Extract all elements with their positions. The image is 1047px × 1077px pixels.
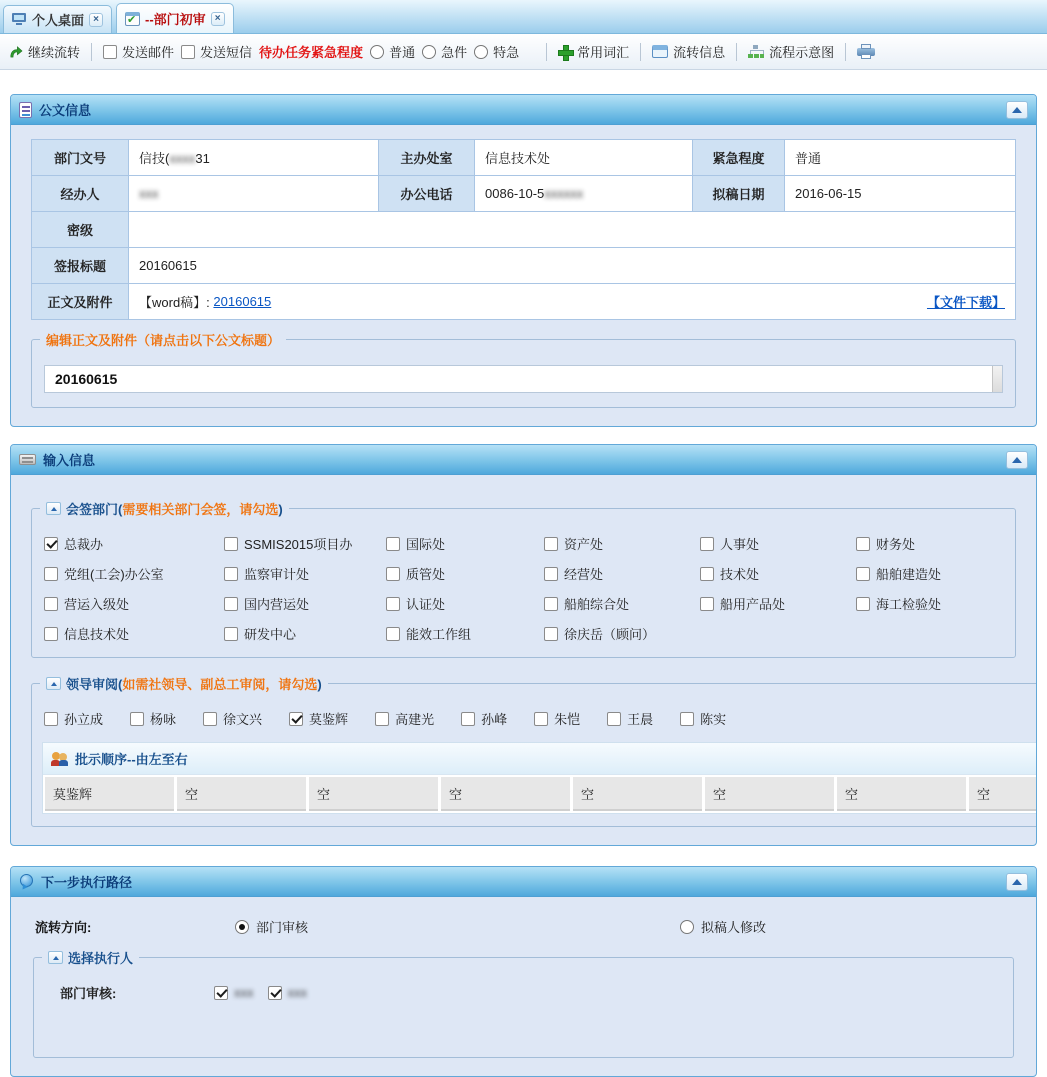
countersign-legend: 会签部门( [66,502,123,517]
send-mail-label: 发送邮件 [122,45,175,60]
dept-checkbox[interactable] [856,567,870,581]
dept-checkbox-grid [40,524,1007,645]
leader-checkbox[interactable] [130,712,144,726]
table-row [32,140,1016,176]
word-draft-link[interactable]: 20160615 [213,294,272,309]
table-row [32,284,1016,320]
desktop-icon [12,13,27,26]
redacted-text: xxxx [169,151,196,166]
dept-checkbox[interactable] [224,627,238,641]
field-label-phone: 办公电话 [379,176,475,212]
send-mail-checkbox[interactable] [103,45,117,59]
field-label-draft-date: 拟稿日期 [693,176,785,212]
flow-info-button[interactable] [652,42,725,61]
dept-option[interactable]: 人事处 [700,534,856,553]
dept-option[interactable]: 营运入级处 [44,594,224,613]
dept-option[interactable]: 国内营运处 [224,594,386,613]
approval-order-title: 批示顺序--由左至右 [75,752,188,767]
print-button[interactable] [857,44,875,59]
urgency-option-normal[interactable] [370,42,415,61]
executor-option[interactable] [268,985,308,1000]
continue-flow-button[interactable] [8,42,80,61]
panel-title: 公文信息 [39,103,92,118]
urgency-option-urgent[interactable] [422,42,467,61]
common-words-button[interactable] [558,42,629,61]
field-value-operator [129,176,379,212]
common-words-label: 常用词汇 [577,45,630,60]
table-row [32,176,1016,212]
table-row [32,248,1016,284]
dept-option[interactable]: 国际处 [386,534,544,553]
urgency-radio-extra-urgent[interactable] [474,45,488,59]
dept-checkbox[interactable] [544,537,558,551]
dept-checkbox[interactable] [700,537,714,551]
edit-body-fieldset [31,330,1016,408]
flow-direction-label: 流转方向: [35,920,92,935]
executor-row [42,973,1005,1028]
order-cell: 空 [705,777,834,811]
field-value-secrecy [129,212,1016,248]
toolbar-divider [845,43,846,61]
flow-direction-row [31,911,1016,938]
executor-checkbox[interactable] [214,986,228,1000]
toolbar [0,34,1047,70]
dept-option[interactable]: 资产处 [544,534,700,553]
tab-label: 个人桌面 [32,13,85,28]
dept-checkbox[interactable] [386,567,400,581]
leader-checkbox[interactable] [44,712,58,726]
urgency-option-extra-urgent[interactable] [474,42,519,61]
toolbar-divider [91,43,92,61]
dept-option[interactable]: 能效工作组 [386,624,544,643]
task-icon: ✔ [125,12,140,26]
select-executor-fieldset [33,948,1014,1058]
field-label-operator: 经办人 [32,176,129,212]
dept-option[interactable]: 经营处 [544,564,700,583]
urgency-radio-urgent[interactable] [422,45,436,59]
leader-option[interactable]: 杨咏 [130,709,176,728]
approval-order-row [43,775,1037,813]
flow-diagram-label: 流程示意图 [769,45,835,60]
dept-checkbox[interactable] [44,597,58,611]
continue-flow-label: 继续流转 [28,45,81,60]
field-label-report-title: 签报标题 [32,248,129,284]
approval-order-header [43,743,1037,775]
field-label-secrecy: 密级 [32,212,129,248]
order-cell: 空 [573,777,702,811]
tab-bar [0,0,1047,34]
executor-option[interactable] [214,985,254,1000]
dept-checkbox[interactable] [44,537,58,551]
toolbar-divider [546,43,547,61]
leader-checkbox[interactable] [289,712,303,726]
close-icon[interactable]: × [211,12,225,26]
redacted-text: xxx [234,985,254,1000]
leader-checkbox[interactable] [203,712,217,726]
panel-title: 输入信息 [43,453,96,468]
countersign-depts-fieldset: 会签部门(需要相关部门会签，请勾选) 总裁办 SSMIS2015项目办 国际处 资产处 人事处 财务处 党组(工会)办公室 监察审计处 质管处 经营处 技术处 船舶建造处 营运入级处 国内营运处 认证处 船舶综合处 船用产品处 海工检验处 信息技术处 研发中心 能效工作组 徐庆岳（顾问） [31,499,1016,658]
panel-title: 下一步执行路径 [41,875,133,890]
dept-checkbox[interactable] [44,627,58,641]
executor-checkbox[interactable] [268,986,282,1000]
next-step-path-header [11,867,1036,897]
dept-option[interactable]: 徐庆岳（顾问） [544,624,700,643]
leader-checkbox[interactable] [607,712,621,726]
leader-option[interactable]: 朱恺 [534,709,580,728]
dept-option[interactable]: 信息技术处 [44,624,224,643]
dept-option[interactable]: 财务处 [856,534,1003,553]
order-cell: 空 [177,777,306,811]
field-value-report-title: 20160615 [129,248,1016,284]
urgency-label: 待办任务紧急程度 [259,45,364,60]
next-step-path-panel [10,866,1037,1077]
dept-option[interactable]: 监察审计处 [224,564,386,583]
leader-option[interactable]: 孙立成 [44,709,103,728]
dept-option[interactable]: 研发中心 [224,624,386,643]
leader-checkbox[interactable] [534,712,548,726]
approval-order-box [42,742,1037,814]
scrollbar[interactable] [992,366,1002,392]
document-info-table [31,139,1016,320]
order-cell: 莫鉴辉 [45,777,174,811]
leader-option[interactable]: 高建光 [375,709,434,728]
order-cell: 空 [969,777,1037,811]
redacted-text: xxx [139,186,159,201]
dept-checkbox[interactable] [544,627,558,641]
field-value-body-attach [129,284,1016,320]
collapse-panel-button[interactable] [1006,451,1028,469]
dept-checkbox[interactable] [224,567,238,581]
leader-option[interactable]: 王晨 [607,709,653,728]
edit-body-legend: 编辑正文及附件（请点击以下公文标题） [46,333,281,348]
toolbar-divider [736,43,737,61]
printer-icon [857,44,875,59]
dept-option[interactable]: 船舶建造处 [856,564,1003,583]
direction-option-dept-review[interactable]: 部门审核 [235,917,680,936]
document-info-header [11,95,1036,125]
dept-option[interactable]: 质管处 [386,564,544,583]
toolbar-divider [640,43,641,61]
collapse-section-button[interactable] [46,502,61,515]
urgency-radio-normal[interactable] [370,45,384,59]
tab-label: --部门初审 [145,12,206,27]
input-info-panel [10,444,1037,846]
leader-checkbox[interactable] [375,712,389,726]
next-step-path-body [11,897,1036,1076]
document-info-body [11,125,1036,426]
document-icon [19,102,32,118]
flow-diagram-button[interactable] [748,42,834,61]
close-icon[interactable]: × [89,13,103,27]
dept-checkbox[interactable] [44,567,58,581]
input-info-header [11,445,1036,475]
flow-info-label: 流转信息 [673,45,726,60]
redacted-text: xxxxxx [544,186,584,201]
people-icon [51,752,69,766]
send-sms-option[interactable] [181,42,252,61]
direction-option-drafter-revise[interactable]: 拟稿人修改 [680,917,766,936]
org-chart-icon [748,45,764,59]
window-info-icon [652,45,668,58]
field-value-urgency: 普通 [785,140,1016,176]
dept-checkbox[interactable] [224,537,238,551]
tab-personal-desktop[interactable] [3,5,112,33]
leader-review-fieldset: 领导审阅(如需社领导、副总工审阅，请勾选) 孙立成 杨咏 徐文兴 莫鉴辉 高建光 孙峰 朱恺 王晨 陈实 批示顺序--由左至右 莫鉴辉 空 空 空 空 空 空 空 [31,674,1037,827]
order-cell: 空 [309,777,438,811]
direction-radio-dept-review[interactable] [235,920,249,934]
dept-option[interactable]: 党组(工会)办公室 [44,564,224,583]
dept-checkbox[interactable] [856,597,870,611]
dept-option[interactable]: 总裁办 [44,534,224,553]
tab-department-review[interactable] [116,3,234,33]
document-info-panel [10,94,1037,427]
field-value-host-office: 信息技术处 [475,140,693,176]
direction-radio-drafter-revise[interactable] [680,920,694,934]
leader-checkbox-row [40,699,1037,740]
field-label-host-office: 主办处室 [379,140,475,176]
dept-option[interactable]: 船舶综合处 [544,594,700,613]
leader-review-legend: 领导审阅( [66,677,123,692]
collapse-panel-button[interactable] [1006,101,1028,119]
plus-icon [558,45,572,59]
word-draft-label: 【word稿】: [139,295,210,310]
redacted-text: xxx [287,985,307,1000]
field-label-body-attach: 正文及附件 [32,284,129,320]
file-download-link[interactable]: 【文件下载】 [926,295,1005,310]
field-label-dept-no: 部门文号 [32,140,129,176]
green-arrow-icon [8,44,23,59]
dept-option[interactable]: 技术处 [700,564,856,583]
leader-option[interactable]: 孙峰 [461,709,507,728]
leader-option[interactable]: 陈实 [680,709,726,728]
dept-checkbox[interactable] [544,567,558,581]
urgency-option-label: 普通 [389,45,416,60]
dept-checkbox[interactable] [544,597,558,611]
field-label-urgency: 紧急程度 [693,140,785,176]
dept-checkbox[interactable] [856,537,870,551]
order-cell: 空 [837,777,966,811]
field-value-dept-no: 信技(xxxx31 [129,140,379,176]
select-executor-legend: 选择执行人 [68,951,134,966]
document-title-item[interactable] [44,365,1003,393]
dept-checkbox[interactable] [700,567,714,581]
keyboard-icon [19,454,36,465]
field-value-phone: 0086-10-5xxxxxx [475,176,693,212]
send-sms-checkbox[interactable] [181,45,195,59]
leader-option[interactable]: 莫鉴辉 [289,709,348,728]
dept-option[interactable]: 认证处 [386,594,544,613]
leader-checkbox[interactable] [461,712,475,726]
dept-option[interactable]: 船用产品处 [700,594,856,613]
send-sms-label: 发送短信 [200,45,253,60]
leader-checkbox[interactable] [680,712,694,726]
dept-checkbox[interactable] [224,597,238,611]
dept-option[interactable]: 海工检验处 [856,594,1003,613]
executor-row-label: 部门审核: [60,986,117,1001]
urgency-option-label: 急件 [441,45,468,60]
dept-checkbox[interactable] [700,597,714,611]
path-pin-icon [19,874,34,889]
collapse-section-button[interactable] [48,951,63,964]
send-mail-option[interactable] [103,42,174,61]
order-cell: 空 [441,777,570,811]
leader-option[interactable]: 徐文兴 [203,709,262,728]
dept-checkbox[interactable] [386,597,400,611]
urgency-option-label: 特急 [493,45,520,60]
collapse-panel-button[interactable] [1006,873,1028,891]
field-value-draft-date: 2016-06-15 [785,176,1016,212]
dept-option[interactable]: SSMIS2015项目办 [224,534,386,553]
document-title-text[interactable]: 20160615 [55,371,118,387]
dept-checkbox[interactable] [386,537,400,551]
collapse-section-button[interactable] [46,677,61,690]
input-info-body [11,475,1036,845]
table-row [32,212,1016,248]
dept-checkbox[interactable] [386,627,400,641]
